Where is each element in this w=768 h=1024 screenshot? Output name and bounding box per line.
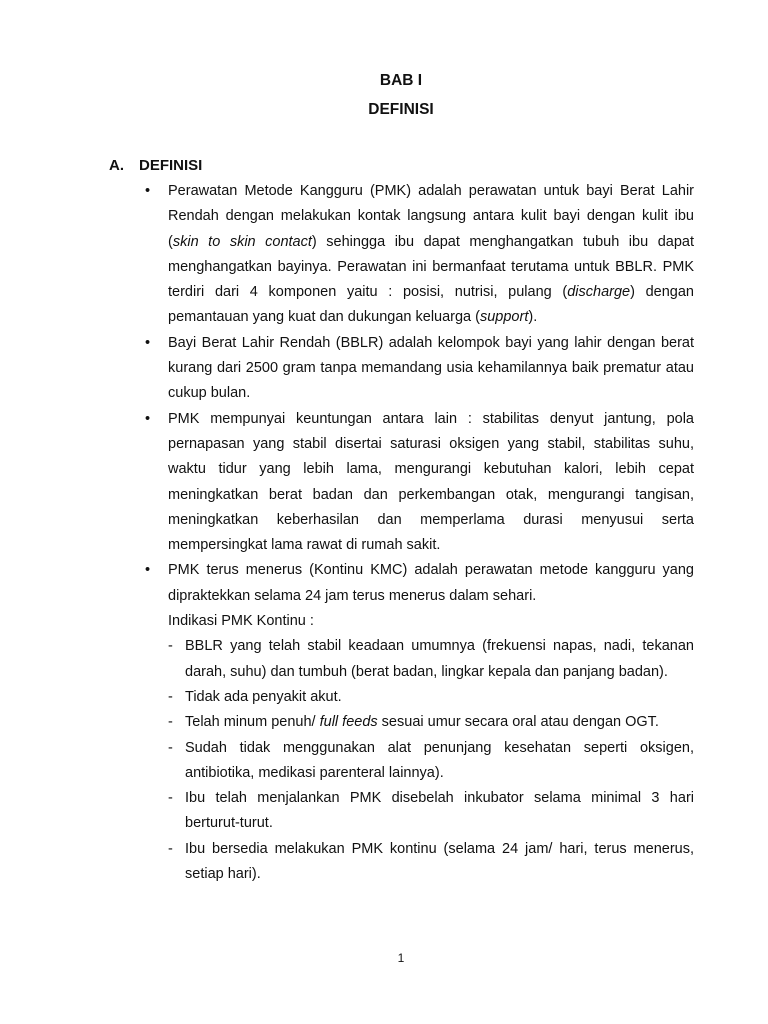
dash-marker: - [168, 688, 173, 705]
dash-marker: - [168, 714, 173, 731]
bullet-dot: • [145, 562, 151, 579]
text-run: Tidak ada penyakit akut. [185, 688, 342, 705]
chapter-title: BAB I [379, 72, 423, 89]
text-run: Sudah tidak menggunakan alat penunjang kesehatan seperti oksigen, antibiotika, medikasi parenteral lainnya). [185, 739, 694, 781]
text-run: Ibu telah menjalankan PMK disebelah inkubator selama minimal 3 hari berturut-turut. [185, 790, 694, 832]
text-run: Perawatan Metode Kangguru (PMK) adalah perawatan untuk bayi Berat Lahir Rendah dengan melakukan kontak langsung antara kulit bayi dengan kulit ibu ( [168, 183, 694, 250]
bullet-dot: • [145, 410, 151, 427]
text-run: ). [528, 309, 538, 326]
bullet-text [168, 331, 694, 407]
bullet-text [168, 407, 694, 559]
dash-marker: - [168, 739, 173, 756]
dash-text [185, 786, 694, 837]
dash-text [185, 685, 694, 710]
section-letter: A. [109, 157, 124, 174]
dash-marker: - [168, 790, 173, 807]
dash-list [168, 634, 694, 887]
dash-text [185, 634, 694, 685]
sublist-label: Indikasi PMK Kontinu : [168, 613, 314, 630]
dash-marker: - [168, 840, 173, 857]
dash-text [185, 710, 694, 735]
bullet-item [145, 558, 694, 887]
bullet-list [145, 179, 694, 887]
dash-item [168, 786, 694, 837]
text-run: PMK terus menerus (Kontinu KMC) adalah perawatan metode kangguru yang dipraktekkan selama 24 jam terus menerus dalam sehari. [168, 562, 694, 604]
italic-term: discharge [567, 284, 631, 301]
dash-text [185, 837, 694, 888]
dash-marker: - [168, 638, 173, 655]
dash-item [168, 634, 694, 685]
bullet-dot: • [145, 334, 151, 351]
section-heading [109, 157, 202, 174]
bullet-item [145, 179, 694, 331]
chapter-subtitle: DEFINISI [368, 101, 434, 118]
dash-item [168, 837, 694, 888]
text-run: Ibu bersedia melakukan PMK kontinu (selama 24 jam/ hari, terus menerus, setiap hari). [185, 840, 694, 883]
italic-term: full feeds [319, 714, 378, 731]
dash-item [168, 710, 694, 735]
dash-text [185, 736, 694, 787]
section-title: DEFINISI [139, 157, 203, 174]
text-run: ) dengan pemantauan yang kuat dan dukungan keluarga ( [168, 284, 694, 326]
dash-item [168, 736, 694, 787]
bullet-item [145, 407, 694, 559]
bullet-dot: • [145, 183, 151, 199]
italic-term: support [479, 309, 529, 326]
dash-item [168, 685, 694, 710]
text-run: Bayi Berat Lahir Rendah (BBLR) adalah kelompok bayi yang lahir dengan berat kurang dari 2500 gram tanpa memandang usia kehamilannya baik prematur atau cukup bulan. [168, 334, 694, 402]
bullet-item [145, 331, 694, 407]
text-run: BBLR yang telah stabil keadaan umumnya (frekuensi napas, nadi, tekanan darah, suhu) dan tumbuh (berat badan, lingkar kepala dan panjang badan). [185, 638, 694, 680]
italic-term: skin to skin contact [172, 233, 312, 250]
text-run: sesuai umur secara oral atau dengan OGT. [377, 714, 659, 731]
text-run: ) sehingga ibu dapat menghangatkan tubuh ibu dapat menghangatkan bayinya. Perawatan ini bermanfaat terutama untuk BBLR. PMK terdiri dari 4 komponen yaitu : posisi, nutrisi, pulang ( [168, 233, 694, 301]
bullet-text [168, 558, 694, 609]
page-number: 1 [397, 951, 405, 965]
text-run: Telah minum penuh/ [185, 714, 320, 731]
text-run: PMK mempunyai keuntungan antara lain : stabilitas denyut jantung, pola pernapasan yang stabil disertai saturasi oksigen yang stabil, stabilitas suhu, waktu tidur yang lebih lama, mengurangi kebutuhan kalori, lebih cepat meningkatkan berat badan dan perkembangan otak, mengurangi tangisan, meningkatkan keberhasilan dan memperlama durasi menyusui serta mempersingkat lama rawat di rumah sakit. [168, 410, 694, 554]
bullet-text [168, 179, 694, 331]
